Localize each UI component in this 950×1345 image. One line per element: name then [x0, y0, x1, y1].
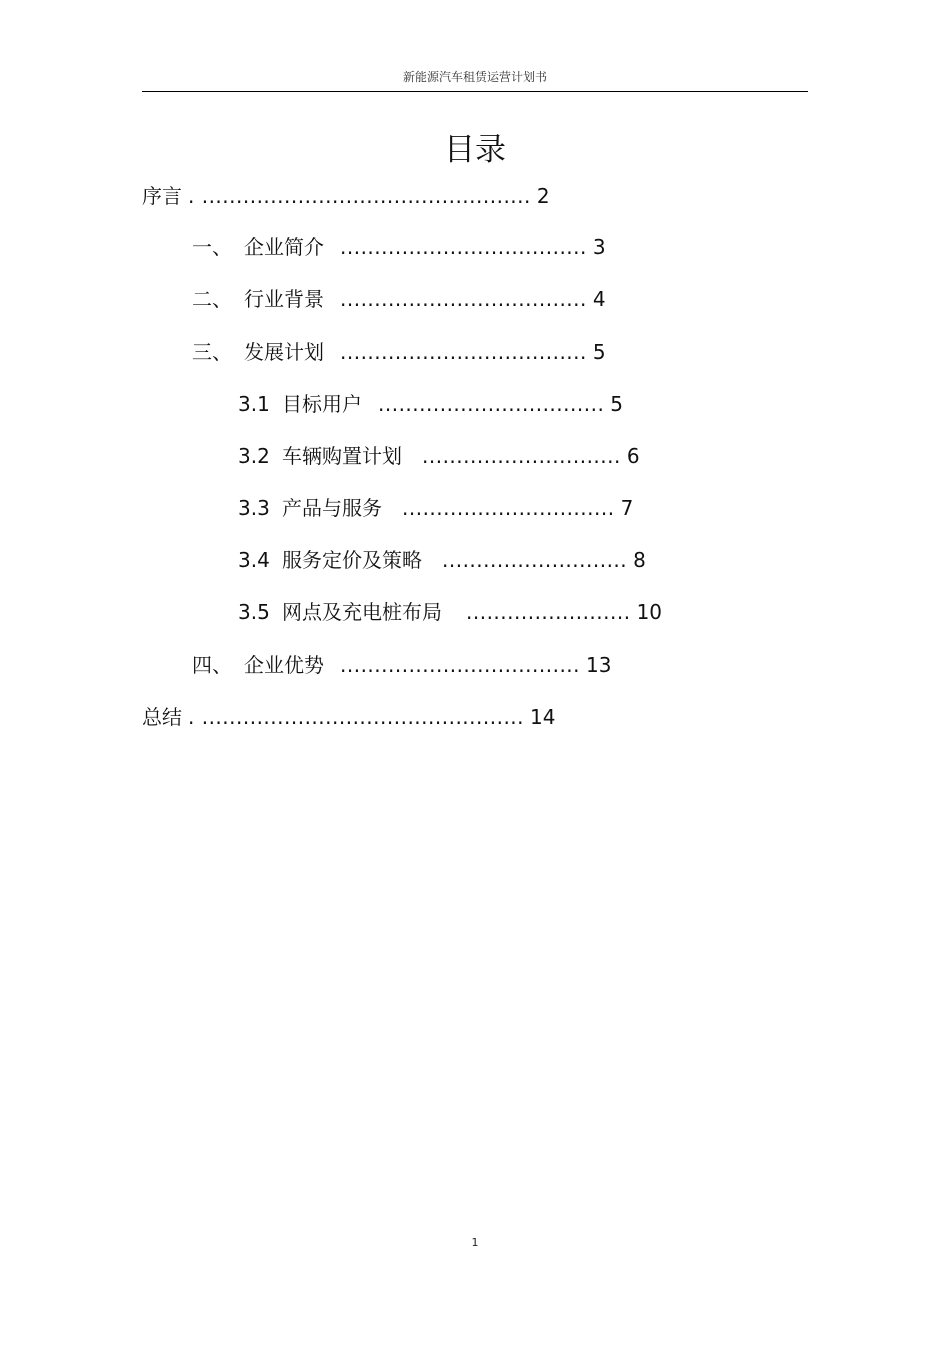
- toc-entry-number: 二、: [192, 287, 232, 311]
- toc-entry-page: 10: [636, 600, 663, 624]
- toc-entry-leader: .................................: [378, 392, 605, 416]
- toc-entry-target-users[interactable]: [238, 389, 623, 419]
- toc-entry-label: 网点及充电桩布局: [282, 600, 442, 624]
- toc-entry-leader: ....................................: [340, 340, 587, 364]
- toc-entry-page: 4: [592, 287, 606, 311]
- toc-entry-number: 3.3: [238, 496, 270, 520]
- page-number: 1: [471, 1236, 479, 1249]
- toc-entry-preface[interactable]: [142, 181, 550, 211]
- header-rule: [142, 91, 808, 92]
- running-header: 新能源汽车租赁运营计划书: [402, 70, 547, 84]
- toc-entry-leader: ...........................: [442, 548, 628, 572]
- toc-entry-number: 四、: [192, 653, 232, 677]
- toc-entry-number: 3.5: [238, 600, 270, 624]
- toc-entry-page: 6: [626, 444, 640, 468]
- toc-entry-leader: ....................................: [340, 235, 587, 259]
- toc-entry-products-services[interactable]: [238, 493, 633, 523]
- toc-entry-industry-background[interactable]: [192, 284, 606, 314]
- toc-entry-label: 目标用户: [282, 392, 362, 416]
- toc-entry-leader: ...............................: [402, 496, 615, 520]
- toc-entry-label: 服务定价及策略: [282, 548, 422, 572]
- toc-entry-development-plan[interactable]: [192, 337, 606, 367]
- toc-entry-leader: .............................: [422, 444, 621, 468]
- toc-entry-number: 3.4: [238, 548, 270, 572]
- toc-entry-leader: ........................: [466, 600, 631, 624]
- toc-title: 目录: [444, 132, 506, 168]
- toc-entry-leader: ....................................: [340, 287, 587, 311]
- toc-entry-leader: . ...............................................: [188, 705, 525, 729]
- toc-entry-page: 13: [586, 653, 612, 677]
- toc-entry-advantages[interactable]: [192, 650, 611, 680]
- toc-entry-page: 2: [536, 184, 550, 208]
- toc-entry-leader: ...................................: [340, 653, 581, 677]
- toc-entry-label: 行业背景: [244, 287, 324, 311]
- toc-entry-number: 3.1: [238, 392, 270, 416]
- toc-entry-number: 一、: [192, 235, 232, 259]
- toc-entry-page: 5: [610, 392, 624, 416]
- toc-entry-page: 8: [633, 548, 646, 572]
- toc-entry-label: 企业优势: [244, 653, 324, 677]
- toc-entry-number: 3.2: [238, 444, 270, 468]
- toc-entry-label: 产品与服务: [282, 496, 382, 520]
- toc-entry-label: 企业简介: [244, 235, 324, 259]
- toc-entry-label: 车辆购置计划: [282, 444, 402, 468]
- toc-entry-summary[interactable]: [142, 702, 555, 732]
- toc-entry-page: 14: [530, 705, 556, 729]
- toc-entry-page: 3: [592, 235, 606, 259]
- toc-entry-leader: . ................................................: [188, 184, 531, 208]
- toc-entry-label: 总结: [142, 705, 182, 729]
- toc-entry-number: 三、: [192, 340, 232, 364]
- toc-entry-outlets-charging[interactable]: [238, 597, 662, 627]
- toc-entry-label: 序言: [142, 184, 182, 208]
- toc-entry-vehicle-purchase[interactable]: [238, 441, 640, 471]
- toc-entry-page: 7: [620, 496, 634, 520]
- toc-entry-pricing-strategy[interactable]: [238, 545, 646, 575]
- toc-entry-company-intro[interactable]: [192, 232, 606, 262]
- toc-entry-label: 发展计划: [244, 340, 324, 364]
- toc-entry-page: 5: [592, 340, 606, 364]
